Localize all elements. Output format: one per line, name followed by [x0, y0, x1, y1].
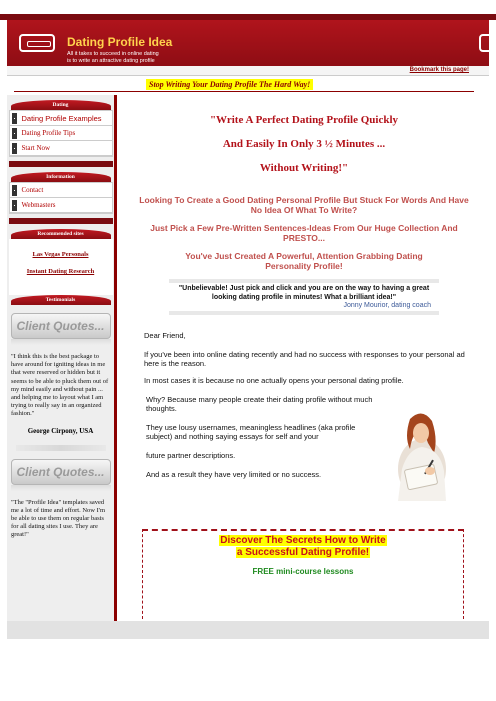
headline-2: And Easily In Only 3 ½ Minutes ... — [222, 138, 386, 150]
testimonial-text: "I think this is the best package to have around for igniting ideas in me that were reserved or hidden but it seems to be able to pluck them out of my mind easily and without pain ... and helping me to layout what I am trying to really say in an organized fashion." — [11, 353, 109, 418]
sidebar-heading-information: Information — [11, 172, 111, 182]
sidebar-item-dating-profile-examples[interactable] — [10, 111, 112, 126]
information-menu — [9, 182, 113, 214]
paragraph-4: They use lousy usernames, meaningless headlines (aka profile subject) and nothing saying essays for self and your — [146, 423, 356, 441]
testimonial-author: George Cirpony, USA — [27, 426, 94, 435]
bullet-icon — [12, 143, 17, 154]
tagline-line-2: is to write an attractive dating profile — [67, 58, 155, 64]
headline-1: "Write A Perfect Dating Profile Quickly — [209, 114, 399, 126]
sidebar — [7, 95, 117, 621]
tagline-line-1: All it takes to succeed in online dating — [67, 51, 159, 57]
bullet-icon — [12, 113, 17, 124]
woman-writing-image — [388, 409, 450, 501]
bullet-icon — [12, 185, 17, 196]
logo-right-icon — [479, 34, 489, 52]
bookmark-link[interactable]: Bookmark this page! — [409, 67, 469, 73]
site-header — [7, 20, 489, 66]
box-subheadline: FREE mini-course lessons — [252, 567, 354, 576]
logo-icon[interactable] — [19, 34, 55, 52]
sidebar-item-contact[interactable] — [10, 183, 112, 198]
footer-bar — [7, 621, 489, 639]
paragraph-3: Why? Because many people create their dating profile without much thoughts. — [146, 395, 373, 413]
sidebar-heading-dating: Dating — [11, 100, 111, 110]
testimonial-text: "The "Profile Idea" templates saved me a lot of time and effort. Now I'm be able to use them on regular basis for all dating sites I use. They are great!" — [11, 498, 106, 539]
bullet-icon — [12, 128, 17, 139]
paragraph-5: future partner descriptions. — [146, 451, 236, 460]
sidebar-item-webmasters[interactable] — [10, 198, 112, 213]
sidebar-item-label[interactable]: Start Now — [21, 144, 51, 152]
paragraph-1: If you've been into online dating recently and had no success with responses to your personal ad here is the reason. — [144, 350, 465, 368]
box-headline-1: Discover The Secrets How to Write — [220, 535, 386, 546]
quote-author: Jonny Mourior, dating coach — [343, 302, 431, 309]
sidebar-heading-testimonials: Testimonials — [11, 295, 111, 305]
paragraph-6: And as a result they have very limited or no success. — [146, 470, 322, 479]
sidebar-heading-recommended: Recommended sites — [11, 229, 111, 239]
bullet-icon — [12, 200, 17, 211]
divider-line — [14, 91, 474, 92]
main-content — [124, 95, 484, 621]
recommended-sites — [9, 239, 113, 295]
dating-menu — [9, 110, 113, 157]
subheadline-3: You've Just Created A Powerful, Attention Grabbing Dating Personality Profile! — [185, 251, 423, 271]
sidebar-item-label[interactable]: Dating Profile Tips — [21, 129, 76, 137]
bookmark-bar — [7, 66, 489, 76]
sidebar-item-label[interactable]: Contact — [21, 186, 44, 194]
subheadline-2: Just Pick a Few Pre-Written Sentences-Ideas From Our Huge Collection And PRESTO... — [150, 223, 458, 243]
quote-text: "Unbelievable! Just pick and click and you are on the way to having a great looking dating profile in minutes! What a brilliant idea!" — [178, 285, 430, 301]
box-headline-2: a Successful Dating Profile! — [236, 547, 370, 558]
mini-course-box — [142, 529, 464, 619]
site-title[interactable]: Dating Profile Idea — [67, 35, 173, 49]
testimonial-divider — [16, 445, 106, 451]
sidebar-item-start-now[interactable] — [10, 141, 112, 156]
paragraph-2: In most cases it is because no one actually opens your personal dating profile. — [144, 376, 404, 385]
link-instant-dating-research[interactable]: Instant Dating Research — [26, 268, 95, 275]
testimonial-quote-box — [169, 279, 439, 315]
sidebar-item-label[interactable]: Webmasters — [21, 201, 56, 209]
headline-3: Without Writing!" — [259, 162, 349, 174]
sidebar-item-dating-profile-tips[interactable] — [10, 126, 112, 141]
site-tagline — [67, 51, 217, 65]
client-quotes-image: Client Quotes... — [11, 313, 111, 339]
subheadline-1: Looking To Create a Good Dating Personal Profile But Stuck For Words And Have No Idea Of What To Write? — [139, 195, 469, 215]
sidebar-item-label[interactable]: Dating Profile Examples — [21, 113, 102, 123]
link-las-vegas-personals[interactable]: Las Vegas Personals — [32, 251, 89, 258]
client-quotes-image: Client Quotes... — [11, 459, 111, 485]
promo-banner: Stop Writing Your Dating Profile The Hard Way! — [146, 79, 313, 90]
greeting: Dear Friend, — [144, 331, 186, 340]
